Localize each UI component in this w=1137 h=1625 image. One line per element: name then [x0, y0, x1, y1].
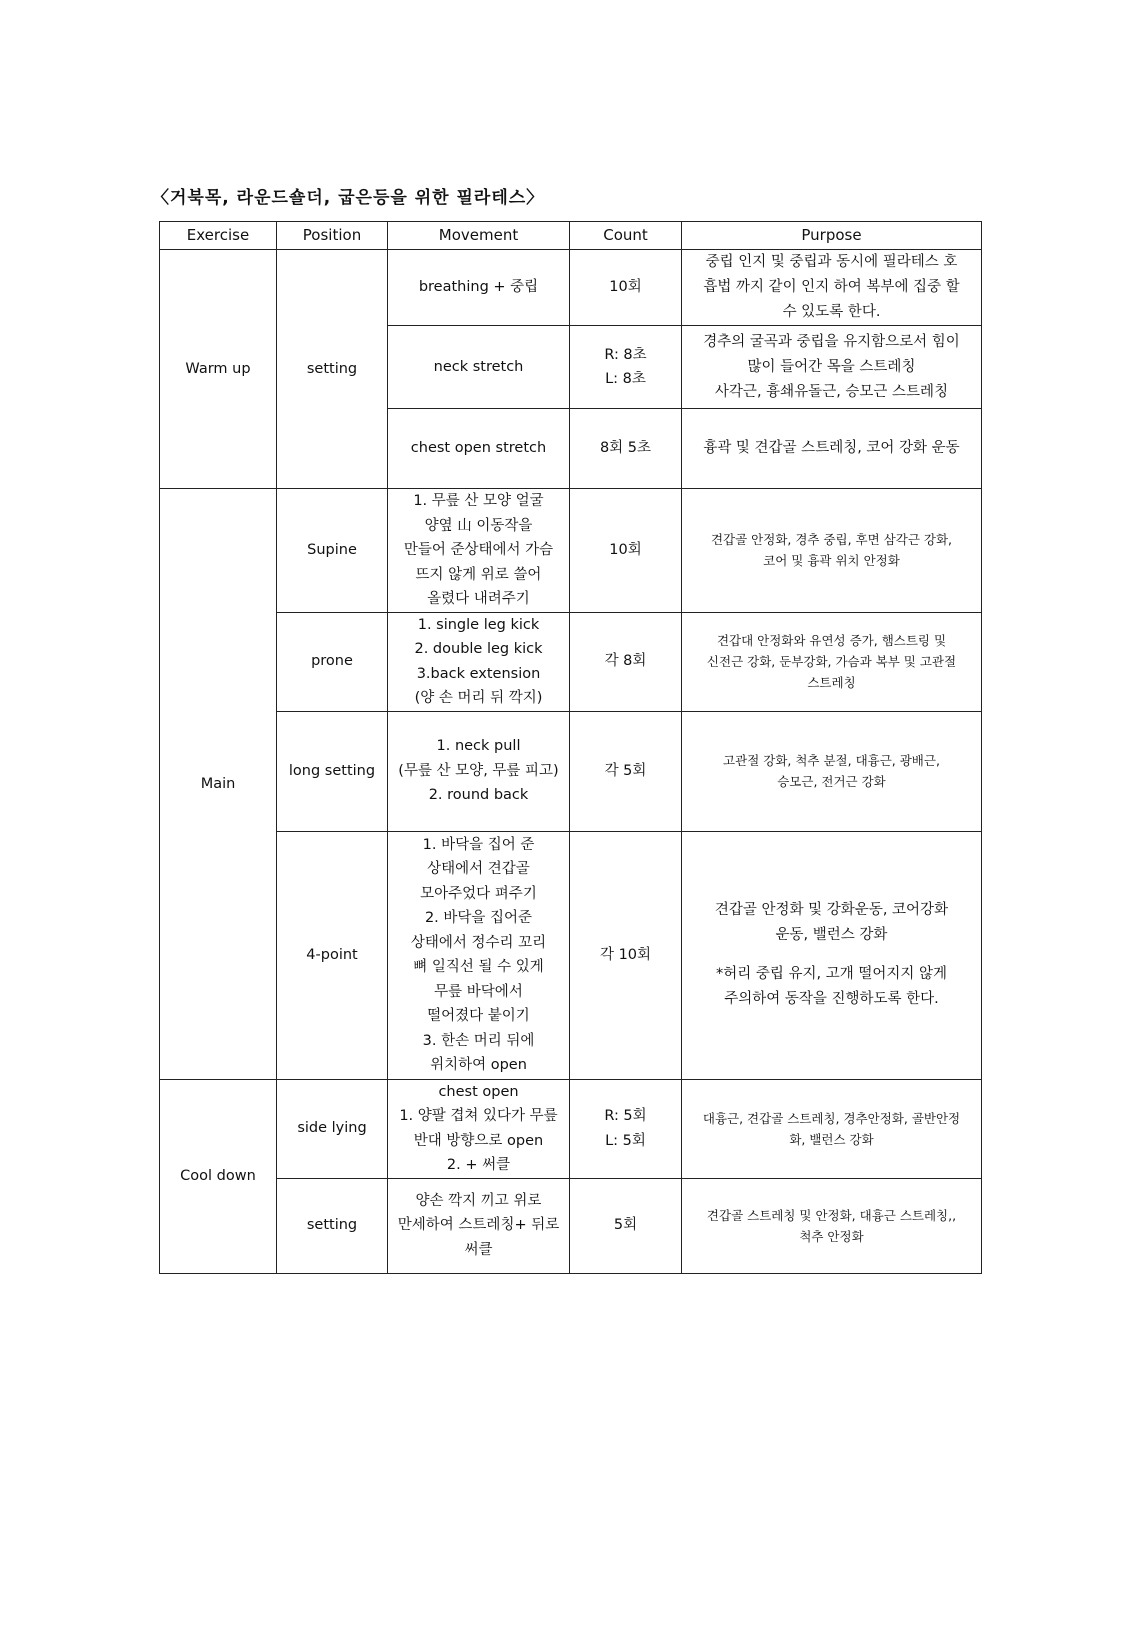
movement-line: chest open [438, 1083, 519, 1100]
position-cell: side lying [277, 1079, 388, 1178]
movement-cell [388, 1178, 570, 1273]
purpose-line: 흡법 까지 같이 인지 하여 복부에 집중 할 [703, 279, 960, 295]
purpose-line: 척추 안정화 [799, 1228, 864, 1244]
purpose-line: 코어 및 흉곽 위치 안정화 [763, 553, 900, 569]
position-cell: setting [277, 250, 388, 489]
movement-line: 상태에서 정수리 꼬리 [410, 934, 547, 951]
count-cell [570, 489, 682, 613]
movement-cell [388, 831, 570, 1079]
table-row [160, 489, 982, 613]
header-count: Count [570, 222, 682, 250]
table-row [160, 1178, 982, 1273]
purpose-line: 경추의 굴곡과 중립을 유지함으로서 힘이 [703, 333, 960, 350]
movement-line: 2. double leg kick [414, 641, 543, 657]
purpose-line: 운동, 밸런스 강화 [775, 927, 888, 943]
table-row [160, 1079, 982, 1178]
header-position: Position [277, 222, 388, 250]
purpose-line: 견갑골 안정화 및 강화운동, 코어강화 [714, 902, 949, 918]
header-exercise: Exercise [160, 222, 277, 250]
table-header-row [160, 222, 982, 250]
purpose-line: 사각근, 흉쇄유돌근, 승모근 스트레칭 [714, 383, 949, 400]
movement-line: 떨어졌다 붙이기 [427, 1008, 530, 1024]
movement-line: breathing + 중립 [418, 279, 539, 296]
purpose-note-line: *허리 중립 유지, 고개 떨어지지 않게 [715, 966, 947, 982]
movement-line: 써클 [464, 1241, 493, 1258]
page-title: 〈거북목, 라운드숄더, 굽은등을 위한 필라테스〉 [152, 188, 545, 208]
movement-line: neck stretch [433, 358, 524, 375]
count-line: L: 5회 [605, 1132, 646, 1149]
header-movement: Movement [388, 222, 570, 250]
count-line: 10회 [609, 542, 642, 558]
purpose-line: 고관절 강화, 척추 분절, 대흉근, 광배근, [723, 753, 940, 768]
purpose-cell [682, 250, 982, 326]
movement-line: 3.back extension [416, 665, 541, 682]
purpose-line: 수 있도록 한다. [782, 304, 881, 320]
purpose-line: 스트레칭 [807, 675, 856, 690]
exercise-cell: Main [160, 489, 277, 1080]
count-cell [570, 250, 682, 326]
purpose-cell [682, 711, 982, 831]
movement-cell [388, 612, 570, 711]
purpose-cell [682, 1178, 982, 1273]
header-purpose: Purpose [682, 222, 982, 250]
movement-line: 1. 바닥을 집어 준 [422, 836, 535, 853]
count-line: 8회 5초 [599, 440, 652, 457]
purpose-line: 흉곽 및 견갑골 스트레칭, 코어 강화 운동 [703, 440, 960, 456]
purpose-cell [682, 409, 982, 489]
movement-line: 무릎 바닥에서 [434, 983, 523, 1000]
movement-line: 3. 한손 머리 뒤에 [422, 1032, 535, 1049]
count-line: 각 8회 [604, 653, 647, 670]
table-row [160, 612, 982, 711]
purpose-line: 승모근, 전거근 강화 [777, 774, 886, 789]
count-cell [570, 612, 682, 711]
count-line: 5회 [613, 1217, 638, 1234]
count-line: R: 8초 [604, 346, 647, 363]
position-cell: Supine [277, 489, 388, 613]
movement-line: 뼈 일직선 될 수 있게 [413, 959, 544, 975]
position-cell: prone [277, 612, 388, 711]
movement-line: 양옆 山 이동작을 [424, 517, 533, 534]
purpose-cell [682, 489, 982, 613]
table-row [160, 831, 982, 1079]
purpose-line: 많이 들어간 목을 스트레칭 [747, 358, 916, 375]
purpose-line: 신전근 강화, 둔부강화, 가슴과 복부 및 고관절 [706, 654, 957, 669]
position-cell: 4-point [277, 831, 388, 1079]
count-line: L: 8초 [605, 371, 646, 387]
movement-cell [388, 250, 570, 326]
pilates-plan-table [159, 221, 982, 1274]
movement-line: 1. single leg kick [417, 616, 540, 633]
movement-line: chest open stretch [410, 440, 547, 457]
movement-line: 모아주었다 펴주기 [420, 885, 537, 902]
count-line: 각 5회 [604, 762, 647, 779]
count-line: R: 5회 [604, 1108, 647, 1124]
movement-line: 만세하여 스트레칭+ 뒤로 [397, 1217, 560, 1234]
movement-line: 2. round back [428, 787, 529, 804]
count-cell [570, 711, 682, 831]
movement-cell [388, 711, 570, 831]
movement-cell [388, 326, 570, 409]
count-line: 10회 [609, 279, 642, 296]
movement-line: 뜨지 않게 위로 쓸어 [415, 566, 542, 583]
movement-line: 1. 무릎 산 모양 얼굴 [413, 493, 544, 509]
count-cell [570, 326, 682, 409]
count-cell [570, 1079, 682, 1178]
movement-line: 올렸다 내려주기 [427, 591, 530, 607]
movement-cell [388, 409, 570, 489]
movement-line: 1. 양팔 겹쳐 있다가 무릎 [399, 1108, 558, 1124]
movement-line: 2. 바닥을 집어준 [424, 910, 533, 926]
purpose-line: 견갑대 안정화와 유연성 증가, 햄스트링 및 [716, 633, 947, 648]
movement-line: 상태에서 견갑골 [427, 861, 530, 877]
purpose-line: 대흉근, 견갑골 스트레칭, 경추안정화, 골반안정 [702, 1110, 961, 1126]
purpose-cell [682, 831, 982, 1079]
count-cell [570, 409, 682, 489]
purpose-line: 중립 인지 및 중립과 동시에 필라테스 호 [705, 254, 958, 270]
movement-line: 2. + 써클 [446, 1157, 511, 1173]
purpose-cell [682, 612, 982, 711]
purpose-note-line: 주의하여 동작을 진행하도록 한다. [724, 991, 939, 1007]
purpose-gap [686, 948, 977, 962]
movement-cell [388, 489, 570, 613]
movement-line: 1. neck pull [436, 738, 521, 755]
purpose-cell [682, 326, 982, 409]
movement-line: (무릎 산 모양, 무릎 피고) [398, 762, 559, 779]
purpose-line: 견갑골 스트레칭 및 안정화, 대흉근 스트레칭,, [706, 1207, 957, 1223]
movement-line: 위치하여 open [430, 1057, 527, 1073]
purpose-line: 견갑골 안정화, 경추 중립, 후면 삼각근 강화, [710, 532, 953, 548]
position-cell: long setting [277, 711, 388, 831]
count-cell [570, 1178, 682, 1273]
movement-line: (양 손 머리 뒤 깍지) [414, 690, 543, 706]
position-cell: setting [277, 1178, 388, 1273]
table-row [160, 250, 982, 326]
count-cell [570, 831, 682, 1079]
purpose-cell [682, 1079, 982, 1178]
movement-line: 만들어 준상태에서 가슴 [403, 542, 554, 558]
exercise-cell: Cool down [160, 1079, 277, 1273]
movement-line: 양손 깍지 끼고 위로 [415, 1192, 542, 1209]
movement-line: 반대 방향으로 open [413, 1132, 544, 1149]
movement-cell [388, 1079, 570, 1178]
table-row [160, 711, 982, 831]
exercise-cell: Warm up [160, 250, 277, 489]
count-line: 각 10회 [599, 946, 652, 963]
purpose-line: 화, 밸런스 강화 [789, 1131, 874, 1147]
